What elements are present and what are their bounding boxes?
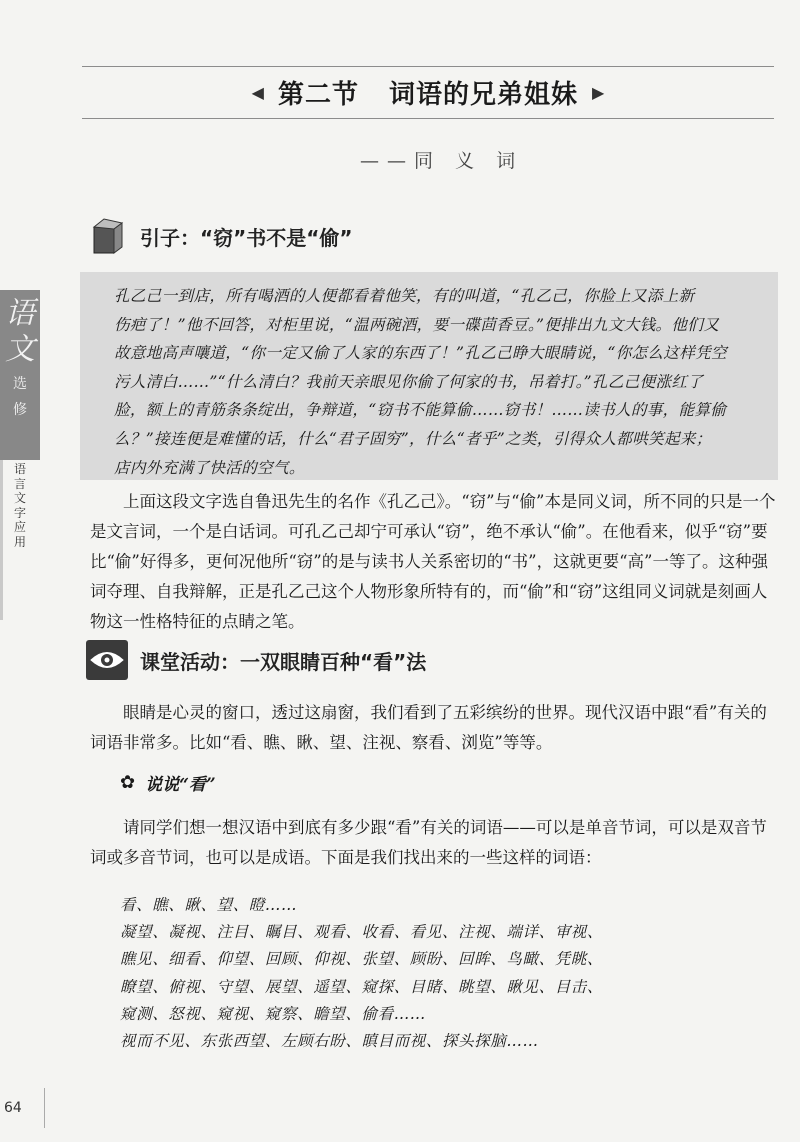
side-tab <box>0 290 40 460</box>
subsection-heading <box>120 770 216 795</box>
intro-heading <box>86 216 353 256</box>
quote-line: 污人清白……”“什么清白？我前天亲眼见你偷了何家的书，吊着打。”孔乙己便涨红了 <box>114 372 704 391</box>
quote-line: 伤疤了！”他不回答，对柜里说，“温两碗酒，要一碟茴香豆。”便排出九文大钱。他们又 <box>114 315 720 334</box>
section-subtitle: ——同 义 词 <box>360 150 524 172</box>
quote-line: 故意地高声嚷道，“你一定又偷了人家的东西了！”孔乙己睁大眼睛说，“你怎么这样凭空 <box>114 344 727 363</box>
quote-line: 么？”接连便是难懂的话，什么“君子固穷”，什么“者乎”之类，引得众人都哄笑起来； <box>114 429 712 448</box>
side-tab-char: 文 <box>5 332 35 367</box>
book-title-char: 字 <box>13 505 26 520</box>
left-triangle-icon: ◀ <box>251 82 264 102</box>
word-line: 视而不见、东张西望、左顾右盼、瞋目而视、探头探脑…… <box>120 1032 539 1051</box>
flower-icon: ✿ <box>120 772 136 793</box>
book-title-char: 文 <box>13 491 26 505</box>
word-line: 瞭望、俯视、守望、展望、遥望、窥探、目睹、眺望、瞅见、目击、 <box>120 977 604 996</box>
side-tab-char: 选 <box>13 376 27 392</box>
section-header <box>82 72 774 112</box>
quote-line: 孔乙己一到店，所有喝酒的人便都看着他笑，有的叫道，“孔乙己，你脸上又添上新 <box>114 287 695 305</box>
word-line: 凝望、凝视、注目、瞩目、观看、收看、看见、注视、端详、审视、 <box>120 923 604 942</box>
page-number: 64 <box>4 1100 22 1116</box>
intro-analysis: 上面这段文字选自鲁迅先生的名作《孔乙己》。“窃”与“偷”本是同义词，所不同的只是一个是文言词，一个是白话词。可孔乙己却宁可承认“窃”，绝不承认“偷”。在他看来，似乎“窃”要比“偷”好得多，更何况他所“窃”的是与读书人关系密切的“书”，这就更要“高”一等了。这种强词夺理、自我辩解，正是孔乙己这个人物形象所特有的，而“偷”和“窃”这组同义词就是刻画人物这一性格特征的点睛之笔。 <box>90 492 776 631</box>
quote-line: 店内外充满了快活的空气。 <box>114 458 305 477</box>
book-title-char: 言 <box>13 476 26 491</box>
section-title: 词语的兄弟姐妹 <box>389 79 579 110</box>
activity-intro: 眼睛是心灵的窗口，透过这扇窗，我们看到了五彩缤纷的世界。现代汉语中跟“看”有关的词语非常多。比如“看、瞧、瞅、望、注视、察看、浏览”等等。 <box>90 703 767 752</box>
book-title-char: 用 <box>13 534 26 549</box>
book-title-vertical <box>0 462 40 572</box>
section-number: 第二节 <box>277 79 359 110</box>
quote-block <box>80 272 778 480</box>
header-bottom-rule <box>82 118 774 119</box>
side-tab-char: 修 <box>13 402 27 418</box>
book-icon <box>86 216 128 256</box>
top-rule <box>82 66 774 67</box>
word-line: 窥测、怒视、窥视、窥察、瞻望、偷看…… <box>120 1004 426 1023</box>
eye-icon <box>86 640 128 680</box>
activity-heading <box>86 640 426 680</box>
book-title-char: 语 <box>13 462 26 476</box>
word-line: 瞧见、细看、仰望、回顾、仰视、张望、顾盼、回眸、鸟瞰、凭眺、 <box>120 950 604 969</box>
right-triangle-icon: ▶ <box>592 82 605 102</box>
side-tab-char: 语 <box>5 296 35 331</box>
word-line: 看、瞧、瞅、望、瞪…… <box>120 896 298 914</box>
book-title-char: 应 <box>13 520 26 534</box>
footer-divider <box>44 1088 45 1128</box>
intro-heading-text: 引子：“窃”书不是“偷” <box>140 225 353 250</box>
word-list <box>120 892 603 1055</box>
subsection-prompt: 请同学们想一想汉语中到底有多少跟“看”有关的词语——可以是单音节词，可以是双音节词或多音节词，也可以是成语。下面是我们找出来的一些这样的词语： <box>90 818 767 867</box>
quote-line: 脸，额上的青筋条条绽出，争辩道，“窃书不能算偷……窃书！……读书人的事，能算偷 <box>114 401 727 420</box>
activity-heading-text: 课堂活动：一双眼睛百种“看”法 <box>140 649 427 674</box>
subsection-heading-text: 说说“看” <box>145 775 216 795</box>
